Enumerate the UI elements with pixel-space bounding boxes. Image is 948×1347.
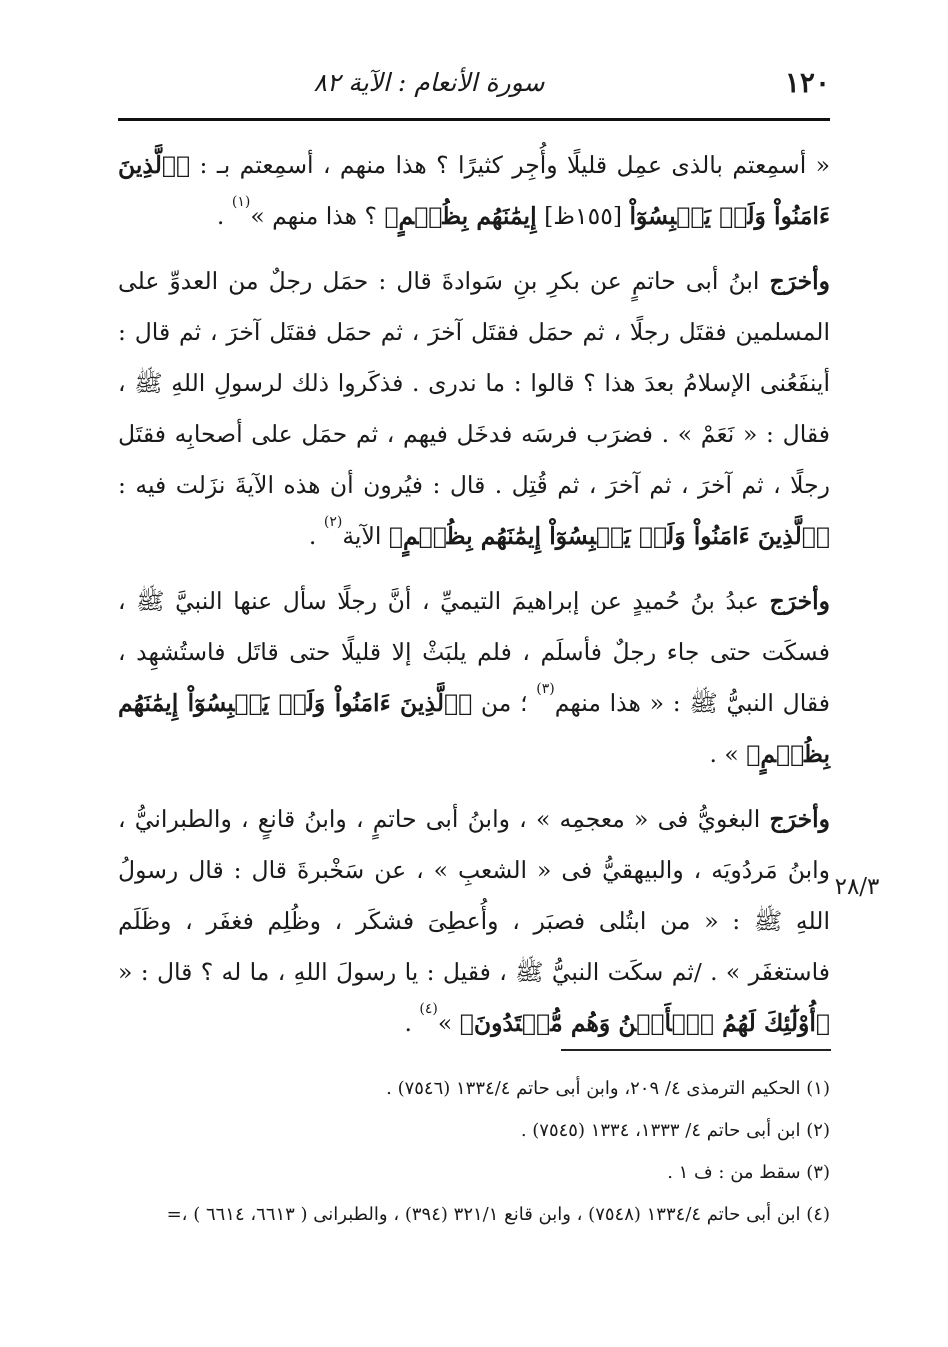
quran-verse: ﴿أُوْلَٰٓئِكَ لَهُمُ ٱلۡأَمۡنُ وَهُم مُّهۡتَدُونَ﴾ — [459, 1009, 830, 1037]
footnote-marker: (٢) — [323, 514, 343, 530]
page-header — [118, 66, 830, 106]
paragraph-lead-word: وأخرَج — [769, 587, 830, 615]
text-run: ابنُ أبى حاتمٍ عن بكرِ بنِ سَوادةَ قال : حمَل رجلٌ من العدوِّ على المسلمين فقتَل رجلًا ، ثم حمَل فقتَل آخرَ ، ثم حمَل فقتَل آخرَ ، ثم قال : أينفَعُنى الإسلامُ بعدَ هذا ؟ قالوا : ما ندرى . فذكَروا ذلك لرسولِ اللهِ ﷺ ، فقال : « نَعَمْ » . فضرَب فرسَه فدخَل فيهم ، ثم حمَل على أصحابِه فقتَل رجلًا ، ثم آخرَ ، ثم آخرَ ، ثم قُتِل . قال : فيُرون أن هذه الآيةَ نزَلت فيه : — [118, 267, 830, 499]
text-run: « أسمِعتم بالذى عمِل قليلًا وأُجِر كثيرًا ؟ هذا منهم ، أسمِعتم بـ : — [190, 151, 830, 179]
header-rule — [118, 118, 830, 121]
margin-volume-page-note: ٢٨/٣ — [834, 874, 880, 900]
text-run: ؟ هذا منهم » — [250, 202, 385, 230]
paragraph-lead-word: وأخرَج — [769, 267, 830, 295]
quran-verse: ﴿ٱلَّذِينَ ءَامَنُواْ وَلَمۡ يَلۡبِسُوٓاْ إِيمَٰنَهُم بِظُلۡمٍ﴾ — [388, 522, 830, 550]
quran-verse: إِيمَٰنَهُم بِظُلۡمٍ﴾ — [384, 202, 537, 230]
running-title: سورة الأنعام : الآية ٨٢ — [313, 68, 545, 97]
text-run: [١٥٥ظ] — [536, 202, 630, 230]
text-run: . — [404, 1009, 420, 1037]
text-run: عبدُ بنُ حُميدٍ عن إبراهيمَ التيميِّ ، أنَّ رجلًا سأل عنها النبيَّ ﷺ ، فسكَت حتى جاء رجلٌ فأسلَم ، فلم يلبَثْ إلا قليلًا حتى قاتَل فاستُشهِد ، فقال النبيُّ ﷺ : « هذا منهم — [118, 587, 830, 717]
text-run: البغويُّ فى « معجمِه » ، وابنُ أبى حاتمٍ ، وابنُ قانعٍ ، والطبرانيُّ ، وابنُ مَردُويَه ، والبيهقيُّ فى « الشعبِ » ، عن سَخْبرةَ قال : قال رسولُ اللهِ ﷺ : « من ابتُلى فصبَر ، وأُعطِىَ فشكَر ، وظُلِم فغفَر ، وظَلَم فاستغفَر » . /ثم سكَت النبيُّ ﷺ ، فقيل : يا رسولَ اللهِ ، ما له ؟ قال : « — [118, 805, 830, 986]
quran-verse: ﴿ٱلَّذِينَ ءَامَنُواْ وَلَمۡ يَلۡبِسُوٓاْ إِيمَٰنَهُم بِظُلۡمٍ﴾ — [118, 689, 830, 768]
quran-verse: ﴿ٱلَّذِينَ ءَامَنُواْ وَلَمۡ يَلۡبِسُوٓاْ — [118, 151, 830, 230]
page-number: ١٢٠ — [784, 66, 830, 99]
footnote-marker: (٣) — [536, 681, 555, 697]
footnote-marker: (١) — [231, 194, 251, 210]
footnote-3: (٣) سقط من : ف ١ . — [667, 1162, 830, 1183]
paragraph — [118, 256, 830, 562]
text-run: » — [437, 1009, 460, 1037]
footnote-marker: (٤) — [419, 1001, 438, 1017]
footnotes — [110, 1068, 830, 1236]
text-run: الآية — [342, 522, 389, 550]
paragraph — [118, 576, 830, 780]
paragraph-lead-word: وأخرَج — [769, 805, 830, 833]
main-text — [118, 140, 830, 1063]
footnote-rule — [561, 1049, 831, 1051]
text-run: . — [216, 202, 232, 230]
text-run: ؛ من — [472, 689, 537, 717]
text-run: . — [308, 522, 324, 550]
footnote-1: (١) الحكيم الترمذى ٤/ ٢٠٩، وابن أبى حاتم ١٣٣٤/٤ (٧٥٤٦) . — [386, 1078, 830, 1099]
text-run: » . — [709, 740, 747, 768]
footnote-2: (٢) ابن أبى حاتم ٤/ ١٣٣٣، ١٣٣٤ (٧٥٤٥) . — [520, 1120, 830, 1141]
paragraph — [118, 140, 830, 242]
paragraph — [118, 794, 830, 1049]
footnote-4: (٤) ابن أبى حاتم ١٣٣٤/٤ (٧٥٤٨) ، وابن قانع ٣٢١/١ (٣٩٤) ، والطبرانى ( ٦٦١٣، ٦٦١٤ ) ،= — [166, 1204, 830, 1225]
